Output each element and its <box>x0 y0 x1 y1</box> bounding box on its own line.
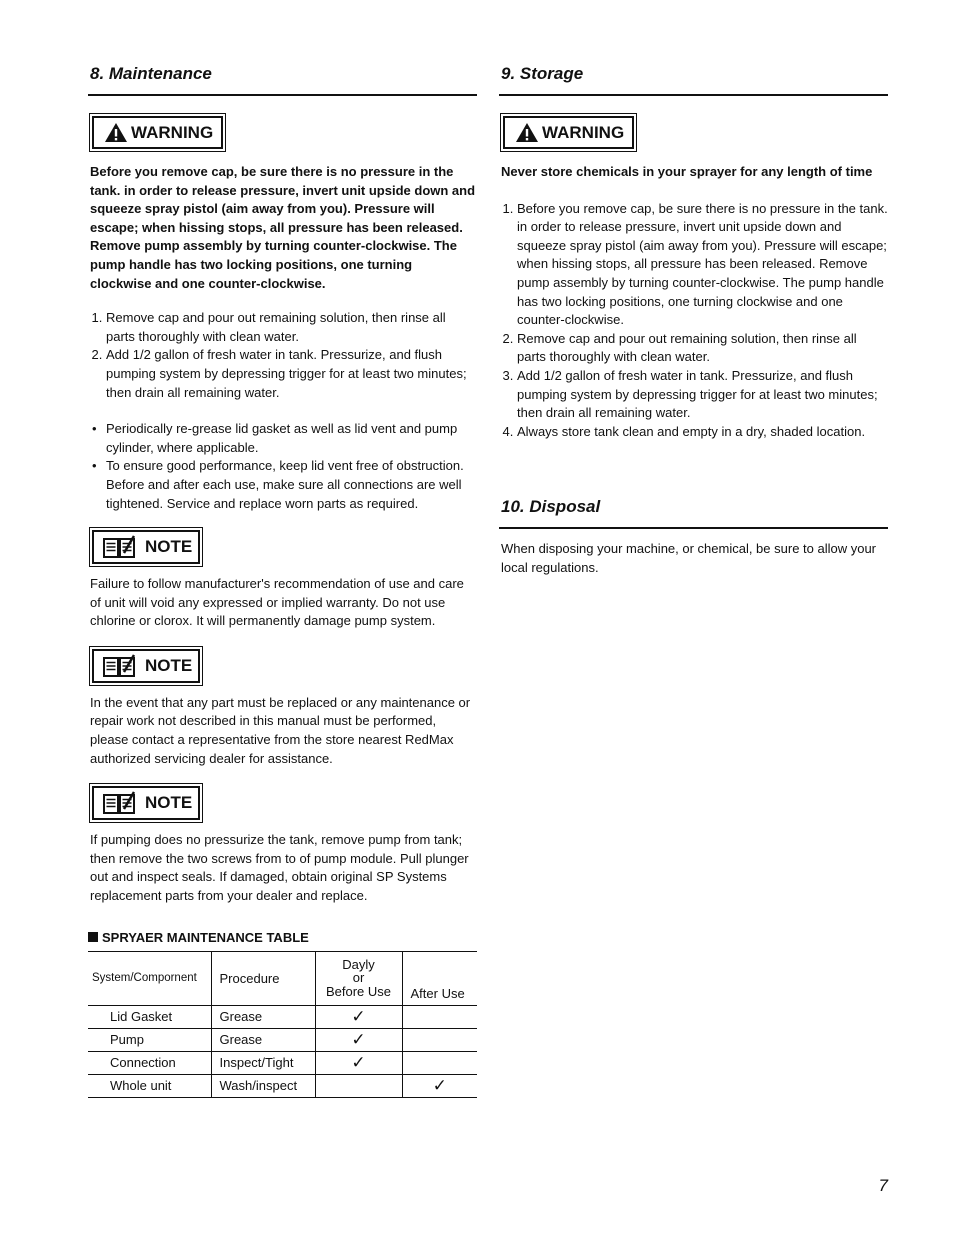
maintenance-warning-box <box>92 116 223 149</box>
warning-label: WARNING <box>131 122 214 142</box>
warning-label: WARNING <box>542 122 625 142</box>
header-daily-line: Dayly <box>342 956 375 972</box>
cell-after-check <box>402 1028 477 1051</box>
disposal-title: 10. Disposal <box>499 493 888 529</box>
cell-daily-check: ✓ <box>315 1051 402 1074</box>
list-item: 1. Remove cap and pour out remaining solution, then rinse all parts thoroughly with clean water. <box>106 309 477 346</box>
table-row <box>88 1028 477 1051</box>
cell-daily-check: ✓ <box>315 1028 402 1051</box>
page-number: 7 <box>878 1176 888 1195</box>
header-daily-line: Before Use <box>325 983 392 999</box>
warning-triangle-icon <box>515 122 539 143</box>
note-label: NOTE <box>145 537 193 557</box>
cell-procedure: Wash/inspect <box>211 1074 315 1097</box>
square-bullet-icon <box>88 932 98 942</box>
maintenance-table <box>88 951 477 1098</box>
table-row <box>88 1005 477 1028</box>
maintenance-bullets <box>88 420 477 513</box>
cell-daily-check <box>315 1074 402 1097</box>
cell-component: Whole unit <box>88 1074 211 1097</box>
cell-component: Connection <box>88 1051 211 1074</box>
book-icon <box>102 791 136 815</box>
table-header-row <box>88 951 477 1005</box>
list-item: 2. Remove cap and pour out remaining solution, then rinse all parts thoroughly with clean water. <box>517 330 888 367</box>
list-item: 1. Before you remove cap, be sure there is no pressure in the tank. in order to release pressure, invert unit upside down and squeeze spray pistol (aim away from you). Pressure will escape; when hissing stops, all pressure has been released. Remove pump assembly by turning counter-clockwise. The pump handle has two locking positions, one turning clockwise and one counter-clockwise. <box>517 200 888 330</box>
disposal-text: When disposing your machine, or chemical, be sure to allow your local regulations. <box>501 541 877 575</box>
note-block-1 <box>88 530 477 631</box>
maintenance-table-title <box>88 930 477 945</box>
cell-procedure: Grease <box>211 1028 315 1051</box>
note-box <box>92 786 200 820</box>
storage-warning-text: Never store chemicals in your sprayer for any length of time <box>501 164 873 179</box>
note-label: NOTE <box>145 655 193 675</box>
storage-section <box>499 60 888 578</box>
list-item: 2. Add 1/2 gallon of fresh water in tank. Pressurize, and flush pumping system by depressing trigger for at least two minutes; then drain all remaining water. <box>106 346 477 402</box>
maintenance-warning-text: Before you remove cap, be sure there is no pressure in the tank. in order to release pressure, invert unit upside down and squeeze spray pistol (aim away from you). Pressure will escape; when hissing stops, all pressure has been released. Remove pump assembly by turning counter-clockwise. The pump handle has two locking positions, one turning clockwise and one counter-clockwise. <box>90 164 476 291</box>
cell-component: Lid Gasket <box>88 1005 211 1028</box>
cell-procedure: Grease <box>211 1005 315 1028</box>
note-text: If pumping does no pressurize the tank, remove pump from tank; then remove the two screws from to of pump module. Pull plunger out and inspect seals. If damaged, obtain original SP Systems replacement parts from your dealer and replace. <box>90 832 469 904</box>
note-text: In the event that any part must be replaced or any maintenance or repair work not described in this manual must be performed, please contact a representative from the store nearest RedMax authorized servicing dealer for assistance. <box>90 694 471 766</box>
list-item: 3. Add 1/2 gallon of fresh water in tank. Pressurize, and flush pumping system by depressing trigger for at least two minutes; then drain all remaining water. <box>517 367 888 423</box>
warning-triangle-icon <box>104 122 128 143</box>
list-item: • To ensure good performance, keep lid vent free of obstruction. Before and after each use, make sure all connections are well tightened. Service and replace worn parts as required. <box>106 457 477 513</box>
storage-steps <box>499 200 888 442</box>
storage-title: 9. Storage <box>499 60 888 96</box>
note-box <box>92 530 200 564</box>
note-block-3 <box>88 786 477 905</box>
cell-component: Pump <box>88 1028 211 1051</box>
note-label: NOTE <box>145 793 193 813</box>
header-after-use: After Use <box>402 951 477 1005</box>
book-icon <box>102 654 136 678</box>
cell-procedure: Inspect/Tight <box>211 1051 315 1074</box>
header-procedure: Procedure <box>211 951 315 1005</box>
header-daily <box>315 951 402 1005</box>
header-daily-line: or <box>352 970 365 986</box>
list-item: 4. Always store tank clean and empty in a dry, shaded location. <box>517 423 888 442</box>
cell-daily-check: ✓ <box>315 1005 402 1028</box>
maintenance-title: 8. Maintenance <box>88 60 477 96</box>
book-icon <box>102 535 136 559</box>
cell-after-check <box>402 1051 477 1074</box>
storage-warning-box <box>503 116 634 149</box>
table-title-text: SPRYAER MAINTENANCE TABLE <box>102 929 309 945</box>
table-row <box>88 1051 477 1074</box>
note-text: Failure to follow manufacturer's recommendation of use and care of unit will void any expressed or implied warranty. Do not use chlorine or clorox. It will permanently damage pump system. <box>90 576 464 629</box>
note-block-2 <box>88 649 477 768</box>
header-component: System/Compornent <box>88 951 211 1005</box>
maintenance-steps <box>88 309 477 402</box>
maintenance-section <box>88 60 477 1098</box>
cell-after-check <box>402 1005 477 1028</box>
table-row <box>88 1074 477 1097</box>
cell-after-check: ✓ <box>402 1074 477 1097</box>
disposal-section <box>499 493 888 577</box>
list-item: • Periodically re-grease lid gasket as well as lid vent and pump cylinder, where applicable. <box>106 420 477 457</box>
note-box <box>92 649 200 683</box>
